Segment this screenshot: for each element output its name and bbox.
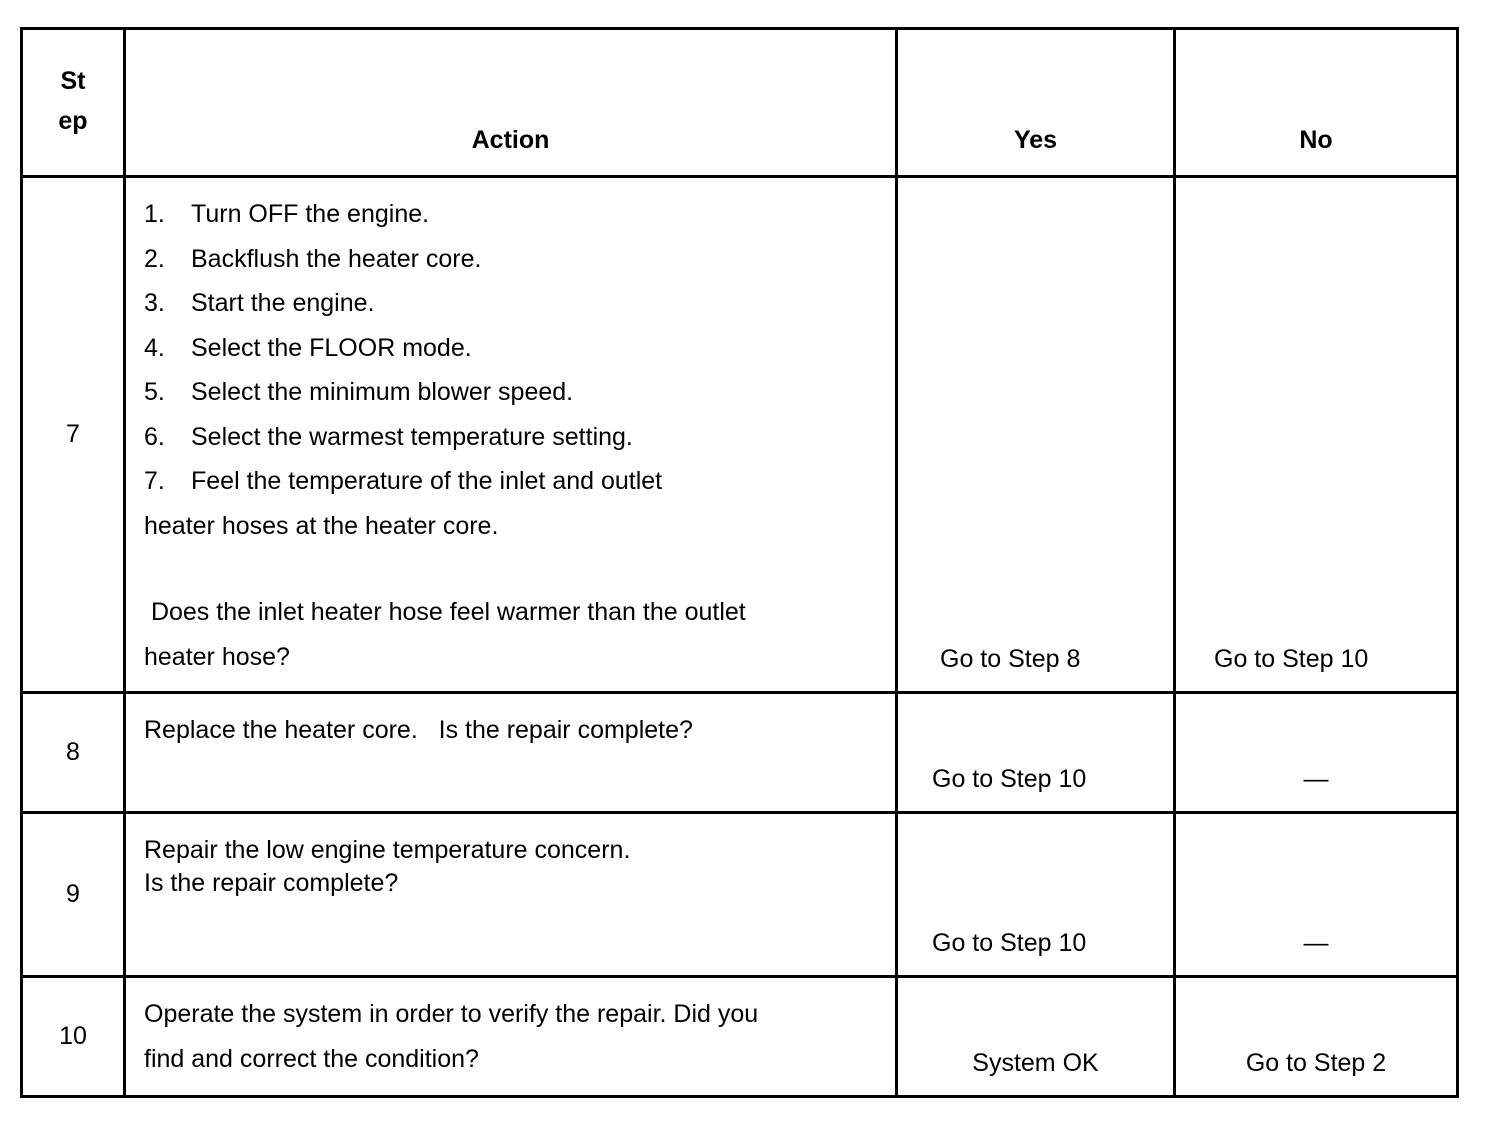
diagnostic-table [20, 27, 1459, 1098]
action-header: Action [125, 29, 897, 177]
yes-header: Yes [897, 29, 1175, 177]
table-row-step-9 [22, 813, 1458, 977]
action-cell [125, 813, 897, 977]
list-item: 5. Select the minimum blower speed. [144, 378, 574, 406]
list-item: 3. Start the engine. [144, 289, 375, 317]
step-number: 9 [22, 813, 125, 977]
action-line-2: Is the repair complete? [144, 869, 399, 897]
action-cell [125, 693, 897, 813]
table-row-step-10 [22, 977, 1458, 1097]
action-cell [125, 977, 897, 1097]
header-row [22, 29, 1458, 177]
question-line-2: heater hose? [144, 642, 290, 671]
list-item: 2. Backflush the heater core. [144, 244, 482, 273]
list-item: 4. Select the FLOOR mode. [144, 333, 472, 362]
step-number: 8 [22, 693, 125, 813]
step-number: 10 [22, 977, 125, 1097]
list-item: 7. Feel the temperature of the inlet and outlet [144, 467, 663, 495]
yes-cell: Go to Step 10 [897, 693, 1175, 813]
table-row-step-8 [22, 693, 1458, 813]
step-header-line-2: ep [58, 106, 88, 135]
action-line-1: Repair the low engine temperature concern. [144, 836, 631, 864]
action-cell [125, 177, 897, 693]
no-cell: — [1175, 813, 1458, 977]
step-header-line-1: St [60, 66, 86, 95]
list-item: 1. Turn OFF the engine. [144, 200, 430, 228]
no-cell: — [1175, 693, 1458, 813]
action-line-2: find and correct the condition? [144, 1044, 479, 1073]
action-line-1: Operate the system in order to verify the repair. Did you [144, 1000, 759, 1028]
no-cell: Go to Step 10 [1175, 177, 1458, 693]
yes-cell: Go to Step 10 [897, 813, 1175, 977]
table-row-step-7 [22, 177, 1458, 693]
no-header: No [1175, 29, 1458, 177]
step-header [22, 29, 125, 177]
action-text: Replace the heater core. Is the repair complete? [144, 716, 693, 744]
step-number: 7 [22, 177, 125, 693]
no-cell: Go to Step 2 [1175, 977, 1458, 1097]
yes-cell: System OK [897, 977, 1175, 1097]
continuation-text: heater hoses at the heater core. [144, 511, 499, 540]
question-line-1: Does the inlet heater hose feel warmer than the outlet [144, 598, 746, 626]
yes-cell: Go to Step 8 [897, 177, 1175, 693]
list-item: 6. Select the warmest temperature setting. [144, 422, 633, 451]
